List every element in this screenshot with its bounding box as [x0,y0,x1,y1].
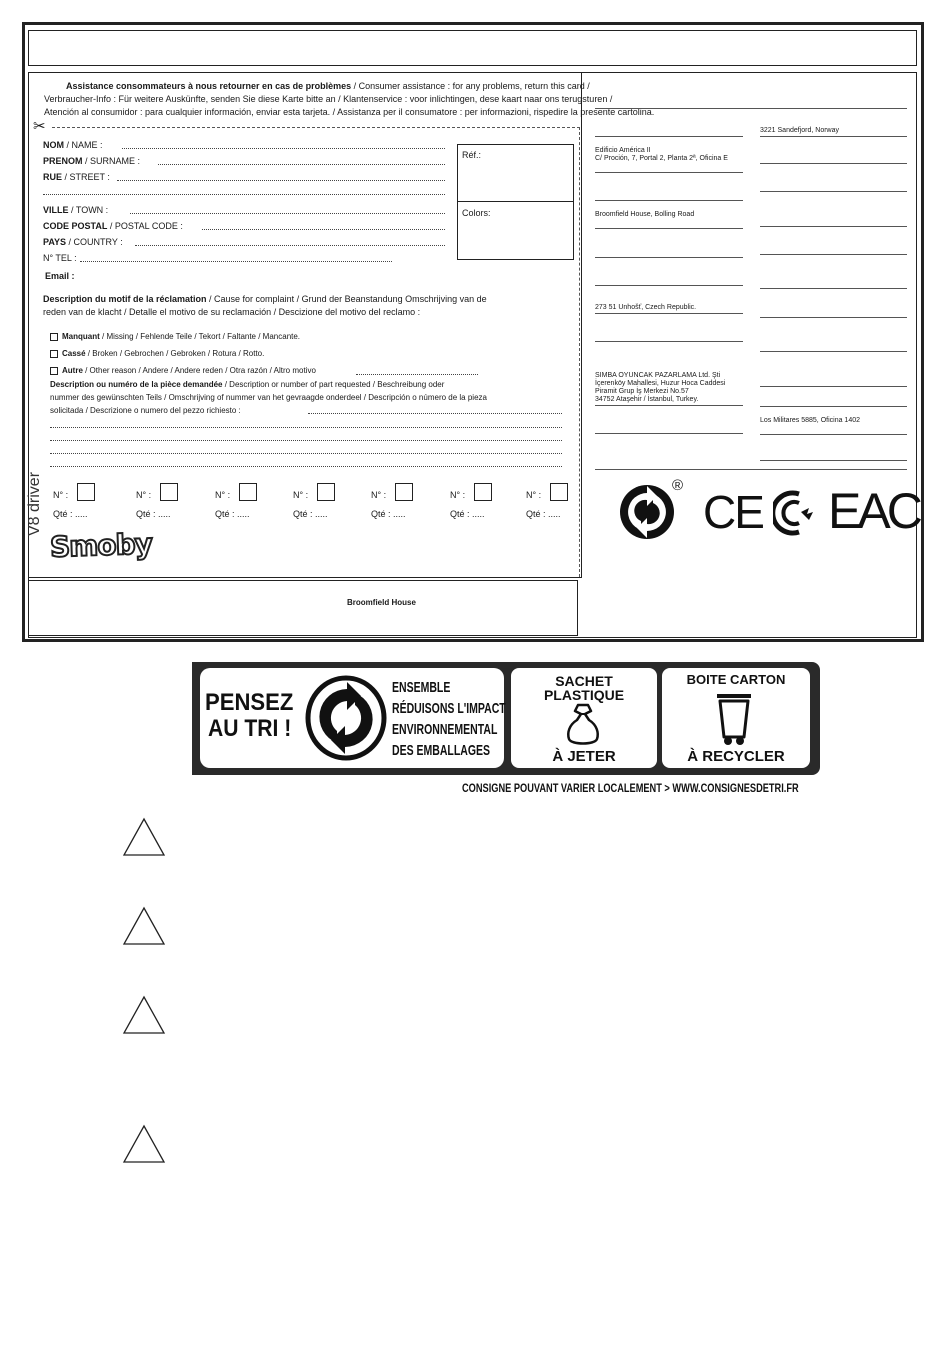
pensez-headline-2: AU TRI ! [208,715,292,742]
address-uk: Broomfield House, Bolling Road [595,211,695,218]
field-surname-line[interactable] [158,164,445,165]
address-line [595,257,743,258]
cut-line [52,127,580,128]
warning-triangle-icon [122,906,166,946]
part-number-box[interactable] [317,483,335,501]
address-line [595,469,907,470]
part-heading-3: solicitada / Descrizione o numero del pezzo richiesto : [50,406,241,415]
box-title: BOITE CARTON [686,672,786,687]
address-line [760,317,907,318]
bag-action: À JETER [552,748,616,765]
address-line [595,172,743,173]
ref-label: Réf.: [462,150,482,160]
bag-title-1: SACHET [555,673,613,689]
address-line [760,351,907,352]
header-line-2: Verbraucher-Info : Für weitere Auskünfte, senden Sie diese Karte bitte an / Klantenservice : voor inlichtingen, dese kaart naar ons terugsturen / [44,94,613,104]
address-line [760,386,907,387]
recycling-msg-1: ENSEMBLE [392,679,451,696]
part-number-label: N° : [136,490,152,500]
part-number-box[interactable] [160,483,178,501]
part-number-box[interactable] [395,483,413,501]
qty-label: Qté : ..... [136,509,171,519]
part-heading: Description ou numéro de la pièce demandée / Description or number of part requested / Beschreibung oder [50,380,445,389]
header-line-1: Assistance consommateurs à nous retourner en cas de problèmes / Consumer assistance : for any problems, return this card / [66,81,590,91]
field-country-line[interactable] [135,245,445,246]
address-line [595,108,907,109]
field-phone-label: N° TEL : [43,253,77,263]
bag-title-2: PLASTIQUE [543,687,625,703]
part-number-label: N° : [293,490,309,500]
box-action: À RECYCLER [687,748,785,765]
qty-label: Qté : ..... [371,509,406,519]
part-number-box[interactable] [474,483,492,501]
part-number-box[interactable] [77,483,95,501]
eac-mark: EAC [828,483,919,539]
address-norway: 3221 Sandefjord, Norway [760,127,839,134]
part-number-label: N° : [450,490,466,500]
address-line [760,288,907,289]
field-phone-line[interactable] [80,261,392,262]
product-name: V8 driver [26,471,43,536]
missing-checkbox[interactable] [50,333,58,341]
address-czech: 273 51 Unhošť, Czech Republic. [595,304,697,311]
recycling-info-icon [773,490,823,536]
address-line [760,226,907,227]
ref-colors-divider [457,201,574,202]
address-line [760,434,907,435]
other-checkbox[interactable] [50,367,58,375]
scissors-icon: ✂ [33,118,46,135]
field-town-label: VILLE / TOWN : [43,205,109,215]
address-line [595,285,743,286]
address-line [760,254,907,255]
field-email-label: Email : [45,271,75,281]
address-turkey-1: SIMBA OYUNCAK PAZARLAMA Ltd. Şti [595,372,721,379]
address-line [595,405,743,406]
part-line-5[interactable] [50,466,562,467]
part-number-label: N° : [53,490,69,500]
warning-triangle-icon [122,995,166,1035]
other-label: Autre / Other reason / Andere / Andere reden / Otra razón / Altro motivo [62,366,316,375]
address-chile: Los Militares 5885, Oficina 1402 [760,417,860,424]
address-line [595,228,743,229]
qty-label: Qté : ..... [293,509,328,519]
header-line-3: Atención al consumidor : para cualquier información, enviar esta tarjeta. / Assistanza per il consumatore : per informazioni, rispedire la presente cartolina. [44,107,655,117]
field-street-line[interactable] [117,180,445,181]
ce-mark: CE [703,486,763,538]
qty-label: Qté : ..... [53,509,88,519]
address-spain-1: Edificio América II [595,147,651,154]
recycling-arrows-icon [305,675,387,761]
bottom-address: Broomfield House [347,598,416,607]
address-line [595,313,743,314]
qty-label: Qté : ..... [450,509,485,519]
address-line [760,406,907,407]
recycling-bin-icon [714,691,754,747]
address-line [760,163,907,164]
colors-label: Colors: [462,208,491,218]
green-dot-icon [618,483,676,541]
pensez-headline-1: PENSEZ [205,689,294,716]
address-line [760,460,907,461]
field-street-line-2[interactable] [43,194,445,195]
address-line [595,136,743,137]
field-postal-line[interactable] [202,229,445,230]
missing-label: Manquant / Missing / Fehlende Teile / Tekort / Faltante / Mancante. [62,332,301,341]
address-line [595,433,743,434]
address-turkey-3: Piramit Grup İş Merkezi No.57 [595,388,689,395]
registered-mark: ® [672,477,684,494]
part-number-box[interactable] [550,483,568,501]
broken-checkbox[interactable] [50,350,58,358]
address-line [595,341,743,342]
complaint-heading: Description du motif de la réclamation / Cause for complaint / Grund der Beanstandung Omschrijving van de [43,294,487,304]
bottom-address-box [28,580,578,636]
part-line-1[interactable] [308,413,562,414]
plastic-bag-icon [565,703,601,747]
recycling-footer: CONSIGNE POUVANT VARIER LOCALEMENT > WWW.CONSIGNESDETRI.FR [462,781,799,795]
field-postal-label: CODE POSTAL / POSTAL CODE : [43,221,183,231]
warning-triangle-icon [122,817,166,857]
address-turkey-2: İçerenköy Mahallesi, Huzur Hoca Caddesi [595,380,726,387]
broken-label: Cassé / Broken / Gebrochen / Gebroken / Rotura / Rotto. [62,349,265,358]
field-town-line[interactable] [130,213,445,214]
part-line-4[interactable] [50,453,562,454]
warning-triangle-icon [122,1124,166,1164]
part-line-2[interactable] [50,427,562,428]
address-line [760,136,907,137]
field-name-line[interactable] [122,148,445,149]
other-reason-line[interactable] [356,374,478,375]
qty-label: Qté : ..... [215,509,250,519]
part-number-label: N° : [215,490,231,500]
field-surname-label: PRENOM / SURNAME : [43,156,141,166]
recycling-msg-3: ENVIRONNEMENTAL [392,721,498,738]
address-turkey-4: 34752 Ataşehir / İstanbul, Turkey. [595,396,699,403]
address-line [760,191,907,192]
address-line [595,200,743,201]
field-country-label: PAYS / COUNTRY : [43,237,123,247]
qty-label: Qté : ..... [526,509,561,519]
ref-colors-box [457,144,574,260]
field-street-label: RUE / STREET : [43,172,110,182]
address-spain-2: C/ Proción, 7, Portal 2, Planta 2ª, Oficina E [595,155,728,162]
part-number-label: N° : [371,490,387,500]
smoby-logo: Smoby [49,527,153,564]
part-number-box[interactable] [239,483,257,501]
part-line-3[interactable] [50,440,562,441]
recycling-msg-4: DES EMBALLAGES [392,742,491,759]
part-heading-2: nummer des gewünschten Teils / Omschrijving of nummer van het gevraagde onderdeel / Descripción o número de la pieza [50,393,487,402]
recycling-msg-2: RÉDUISONS L'IMPACT [392,700,506,717]
field-name-label: NOM / NAME : [43,140,103,150]
card-top-bar [28,30,917,66]
part-number-label: N° : [526,490,542,500]
cut-line-vertical [579,127,580,577]
complaint-heading-2: reden van de klacht / Detalle el motivo de su reclamación / Descizione del motivo del reclamo : [43,307,421,317]
